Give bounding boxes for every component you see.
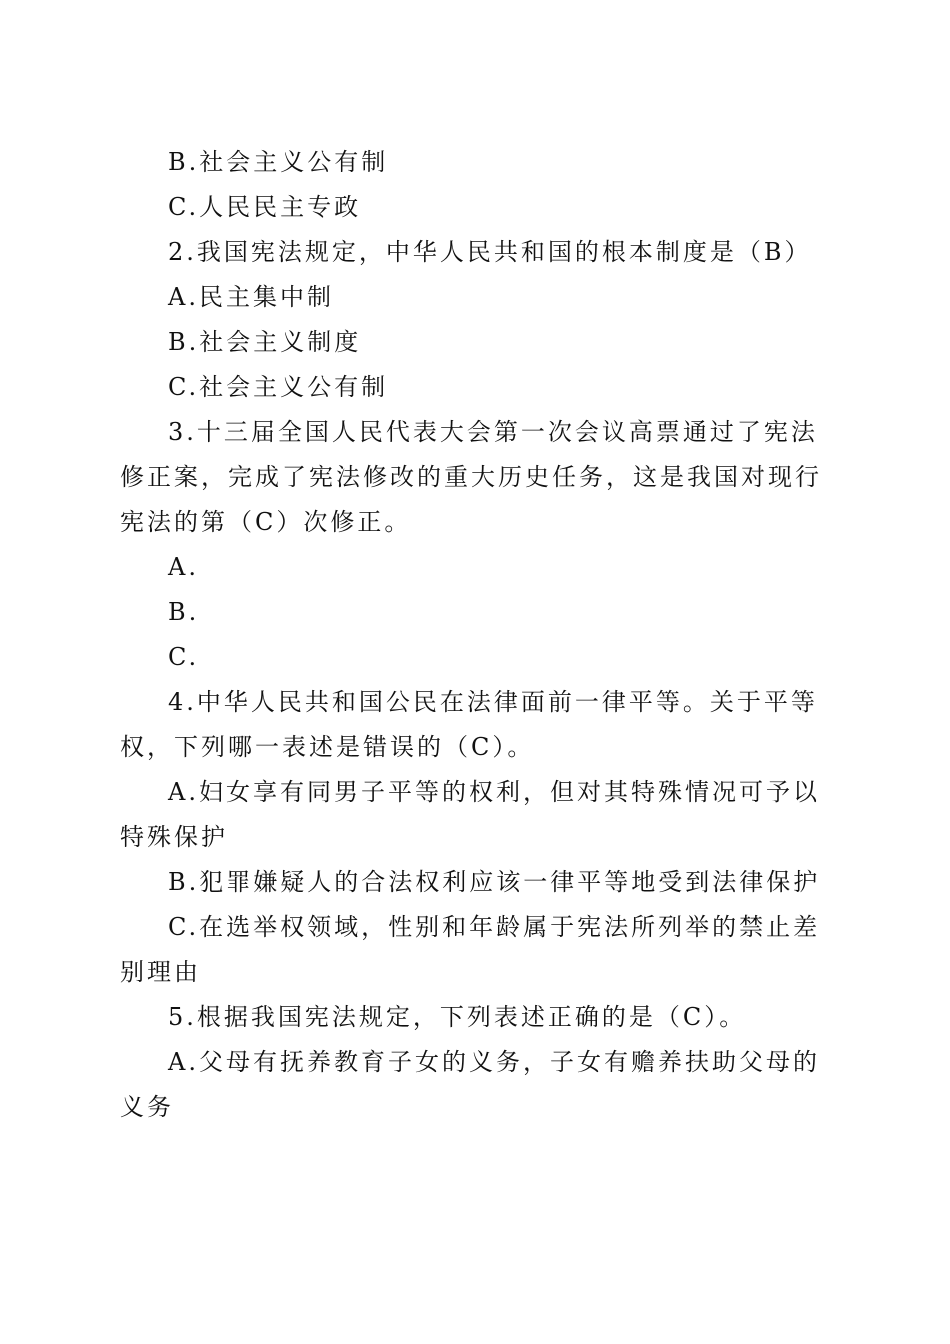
- option-line: C.社会主义公有制: [168, 373, 389, 401]
- question-line: 2.我国宪法规定，中华人民共和国的根本制度是（B）: [168, 238, 812, 266]
- option-line: B.犯罪嫌疑人的合法权利应该一律平等地受到法律保护: [168, 868, 821, 896]
- option-line: A.妇女享有同男子平等的权利，但对其特殊情况可予以特殊保护: [120, 778, 820, 851]
- question-line: 5.根据我国宪法规定，下列表述正确的是（C）。: [168, 1003, 747, 1031]
- option-line: A.民主集中制: [168, 283, 334, 311]
- document-body: [120, 140, 830, 1130]
- option-line: A.: [168, 553, 199, 581]
- option-line: A.父母有抚养教育子女的义务，子女有赡养扶助父母的义务: [120, 1048, 820, 1121]
- option-line: C.人民民主专政: [168, 193, 362, 221]
- option-line: B.: [168, 598, 200, 626]
- question-line: 4.中华人民共和国公民在法律面前一律平等。关于平等权，下列哪一表述是错误的（C）。: [120, 688, 818, 761]
- question-line: 3.十三届全国人民代表大会第一次会议高票通过了宪法修正案，完成了宪法修改的重大历史任务，这是我国对现行宪法的第（C）次修正。: [120, 418, 822, 536]
- option-line: B.社会主义公有制: [168, 148, 389, 176]
- option-line: C.在选举权领域，性别和年龄属于宪法所列举的禁止差别理由: [120, 913, 821, 986]
- option-line: C.: [168, 643, 200, 671]
- option-line: B.社会主义制度: [168, 328, 362, 356]
